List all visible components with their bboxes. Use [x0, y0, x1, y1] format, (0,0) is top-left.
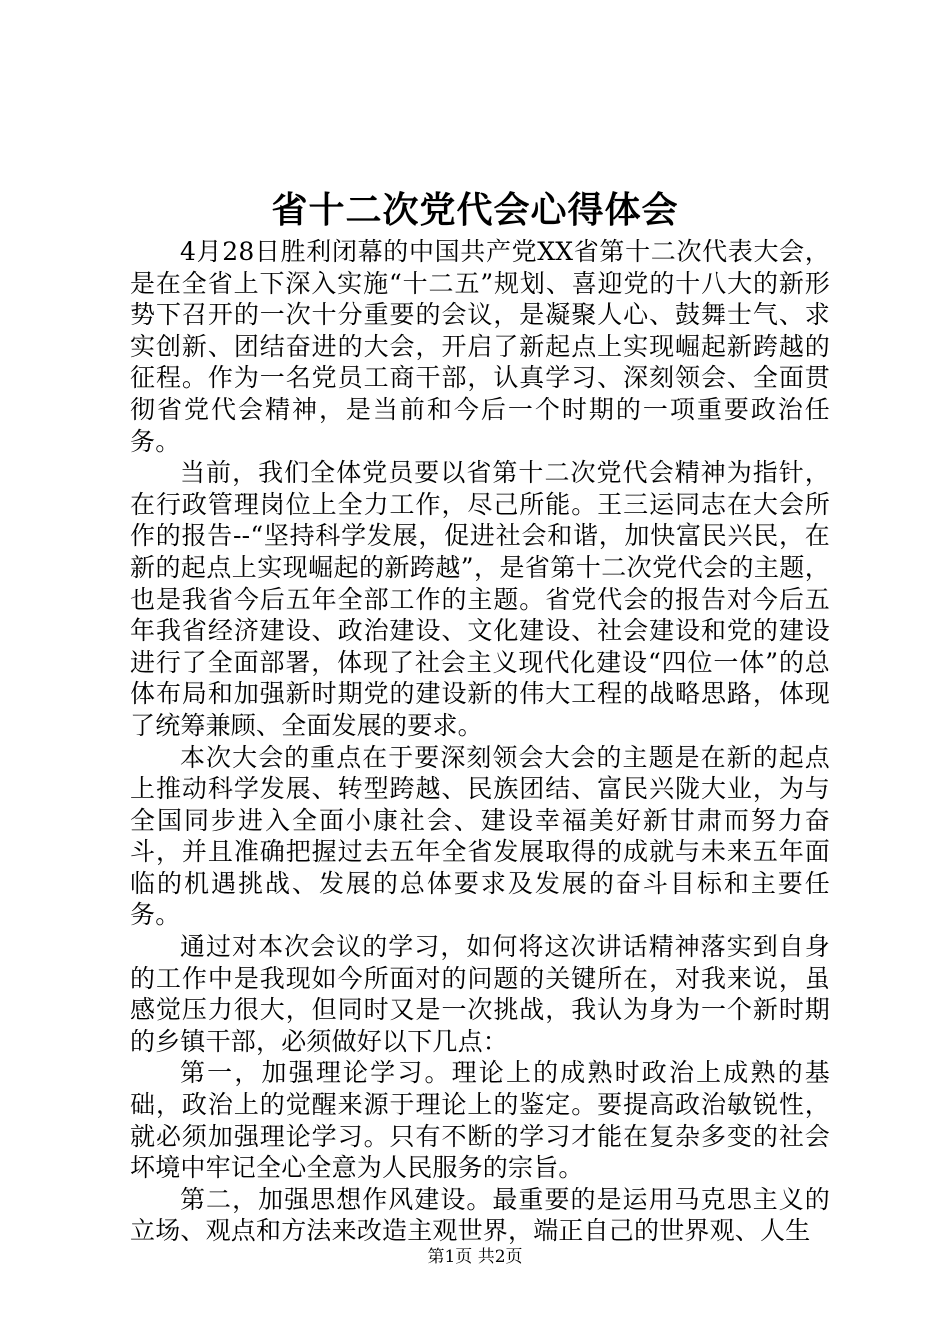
- paragraph-2: 当前，我们全体党员要以省第十二次党代会精神为指针，在行政管理岗位上全力工作，尽己所能。王三运同志在大会所作的报告--“坚持科学发展，促进社会和谐，加快富民兴民，在新的起点上实现崛起的新跨越”，是省第十二次党代会的主题，也是我省今后五年全部工作的主题。省党代会的报告对今后五年我省经济建设、政治建设、文化建设、社会建设和党的建设进行了全面部署，体现了社会主义现代化建设“四位一体”的总体布局和加强新时期党的建设新的伟大工程的战略思路，体现了统筹兼顾、全面发展的要求。: [130, 458, 830, 740]
- paragraph-4: 通过对本次会议的学习，如何将这次讲话精神落实到自身的工作中是我现如今所面对的问题的关键所在，对我来说，虽感觉压力很大，但同时又是一次挑战，我认为身为一个新时期的乡镇干部，必须做好以下几点：: [130, 932, 830, 1056]
- document-title: 省十二次党代会心得体会: [271, 189, 679, 231]
- paragraph-6: 第二，加强思想作风建设。最重要的是运用马克思主义的立场、观点和方法来改造主观世界，端正自己的世界观、人生: [130, 1184, 830, 1246]
- paragraph-1: 4月28日胜利闭幕的中国共产党XX省第十二次代表大会，是在全省上下深入实施“十二五”规划、喜迎党的十八大的新形势下召开的一次十分重要的会议，是凝聚人心、鼓舞士气、求实创新、团结奋进的大会，开启了新起点上实现崛起新跨越的征程。作为一名党员工商干部，认真学习、深刻领会、全面贯彻省党代会精神，是当前和今后一个时期的一项重要政治任务。: [130, 237, 830, 456]
- page-footer: 第1页 共2页: [427, 1247, 523, 1267]
- paragraph-3: 本次大会的重点在于要深刻领会大会的主题是在新的起点上推动科学发展、转型跨越、民族团结、富民兴陇大业，为与全国同步进入全面小康社会、建设幸福美好新甘肃而努力奋斗，并且准确把握过去五年全省发展取得的成就与未来五年面临的机遇挑战、发展的总体要求及发展的奋斗目标和主要任务。: [130, 742, 830, 930]
- document-body: [130, 236, 830, 1247]
- paragraph-5: 第一，加强理论学习。理论上的成熟时政治上成熟的基础，政治上的觉醒来源于理论上的鉴定。要提高政治敏锐性，就必须加强理论学习。只有不断的学习才能在复杂多变的社会坏境中牢记全心全意为人民服务的宗旨。: [130, 1058, 830, 1183]
